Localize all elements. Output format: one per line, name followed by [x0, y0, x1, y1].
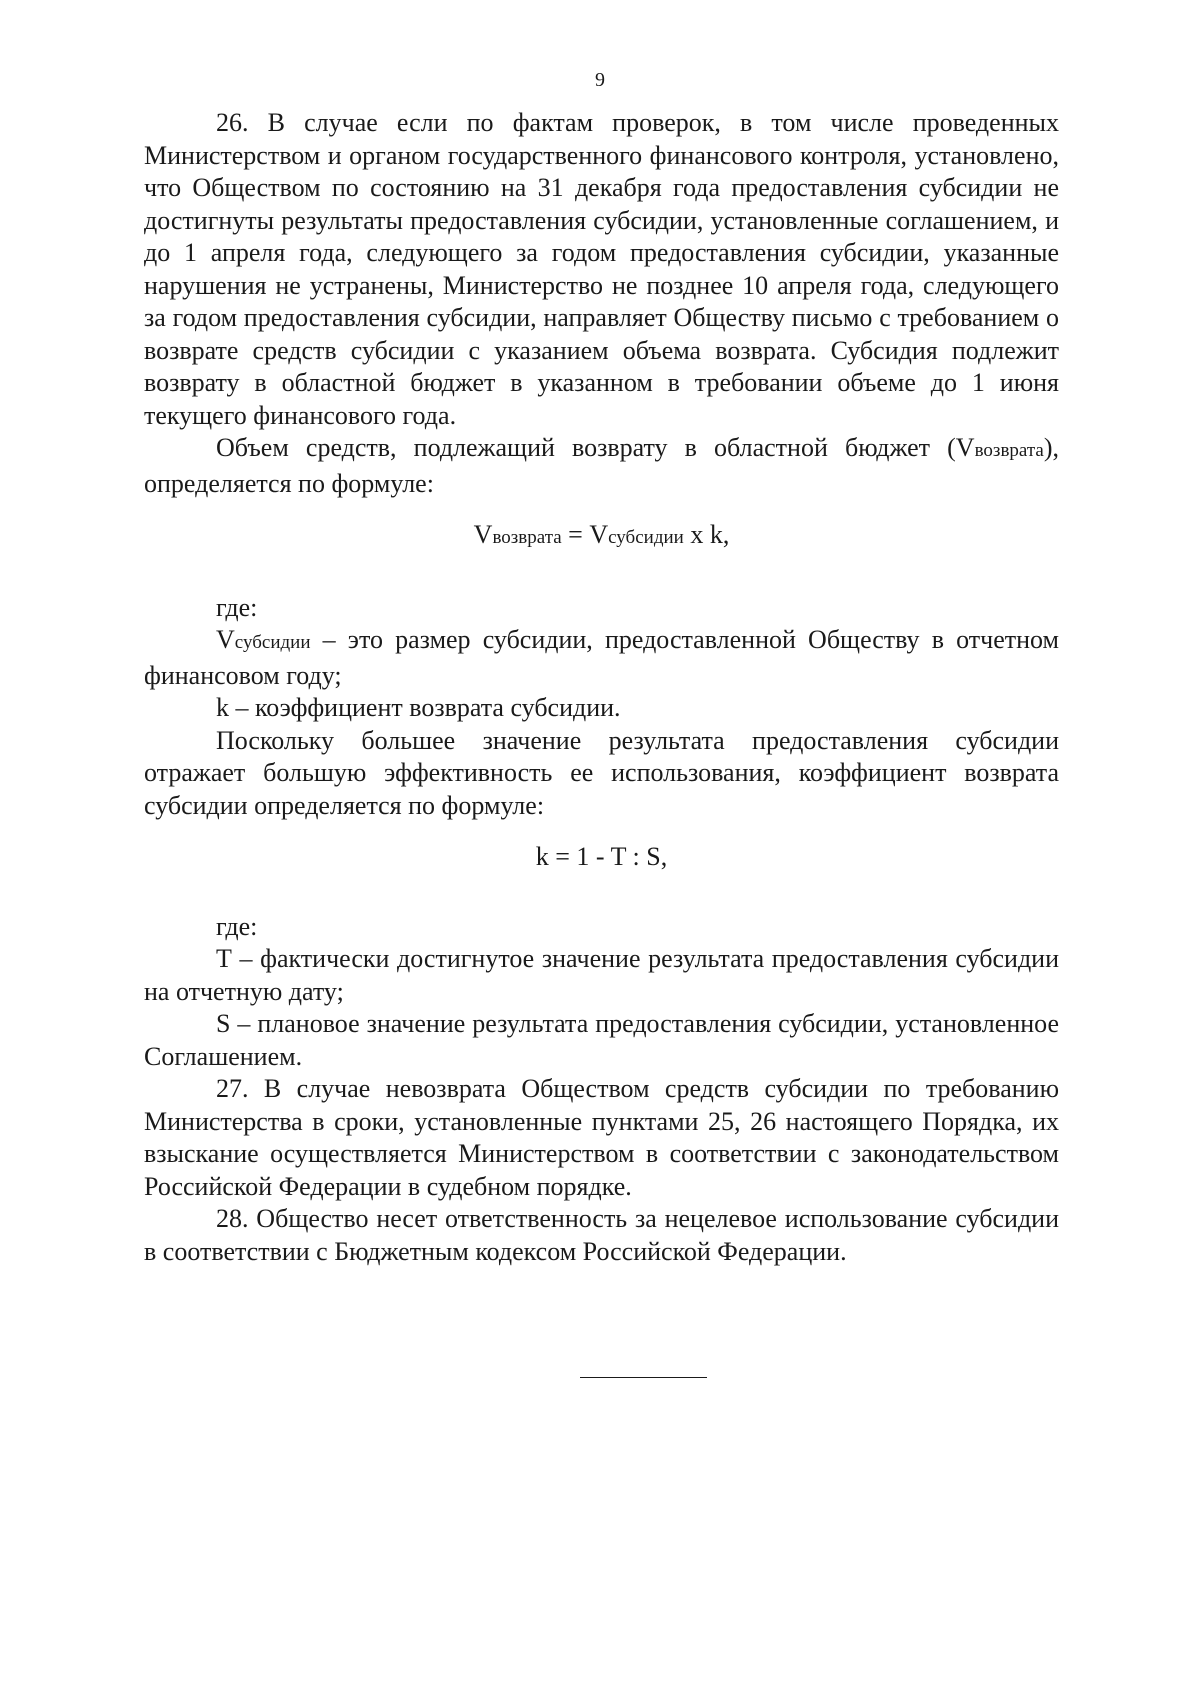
definition-v-subsidy	[144, 624, 1059, 692]
formula1-mid: = V	[561, 520, 609, 549]
formula1-v1: V	[473, 520, 493, 549]
definition-s: S – плановое значение результата предоставления субсидии, установленное Соглашением.	[144, 1009, 1059, 1071]
because-paragraph: Поскольку большее значение результата предоставления субсидии отражает большую эффективность ее использования, коэффициент возврата субсидии определяется по формуле:	[144, 725, 1059, 820]
paragraph-28: 28. Общество несет ответственность за нецелевое использование субсидии в соответствии с Бюджетным кодексом Российской Федерации.	[144, 1204, 1059, 1266]
where-label-1: где:	[216, 592, 258, 622]
def-vsub-subscript: субсидии	[234, 632, 311, 653]
end-divider-line	[580, 1377, 707, 1378]
formula1-v2-subscript: субсидии	[608, 527, 684, 548]
volume-intro-subscript: возврата	[974, 440, 1044, 461]
formula-return-volume	[144, 519, 1059, 555]
definition-t: Т – фактически достигнутое значение результата предоставления субсидии на отчетную дату;	[144, 944, 1059, 1006]
page-number: 9	[595, 69, 605, 91]
formula1-v1-subscript: возврата	[492, 527, 562, 548]
formula-coefficient: k = 1 - T : S,	[535, 842, 668, 871]
def-vsub-text: – это размер субсидии, предоставленной Обществу в отчетном финансовом году;	[144, 625, 1059, 690]
definition-k: k – коэффициент возврата субсидии.	[216, 693, 621, 722]
paragraph-27: 27. В случае невозврата Обществом средств субсидии по требованию Министерства в сроки, установленные пунктами 25, 26 настоящего Порядка, их взыскание осуществляется Министерством в соответствии с законодательством Российской Федерации в судебном порядке.	[144, 1074, 1059, 1201]
volume-intro-before: Объем средств, подлежащий возврату в областной бюджет (V	[216, 433, 975, 462]
document-body	[144, 107, 1059, 1268]
where-label-2: где:	[216, 911, 258, 941]
def-vsub-v: V	[216, 625, 235, 654]
paragraph-26: 26. В случае если по фактам проверок, в том числе проведенных Министерством и органом государственного финансового контроля, установлено, что Обществом по состоянию на 31 декабря года предоставления субсидии не достигнуты результаты предоставления субсидии, установленные соглашением, и до 1 апреля года, следующего за годом предоставления субсидии, указанные нарушения не устранены, Министерство не позднее 10 апреля года, следующего за годом предоставления субсидии, направляет Обществу письмо с требованием о возврате средств субсидии с указанием объема возврата. Субсидия подлежит возврату в областной бюджет в указанном в требовании объеме до 1 июня текущего финансового года.	[144, 108, 1059, 430]
volume-intro-after: ), определяется по формуле:	[144, 433, 1059, 498]
volume-intro-paragraph	[144, 432, 1059, 500]
formula1-tail: x k,	[683, 520, 730, 549]
